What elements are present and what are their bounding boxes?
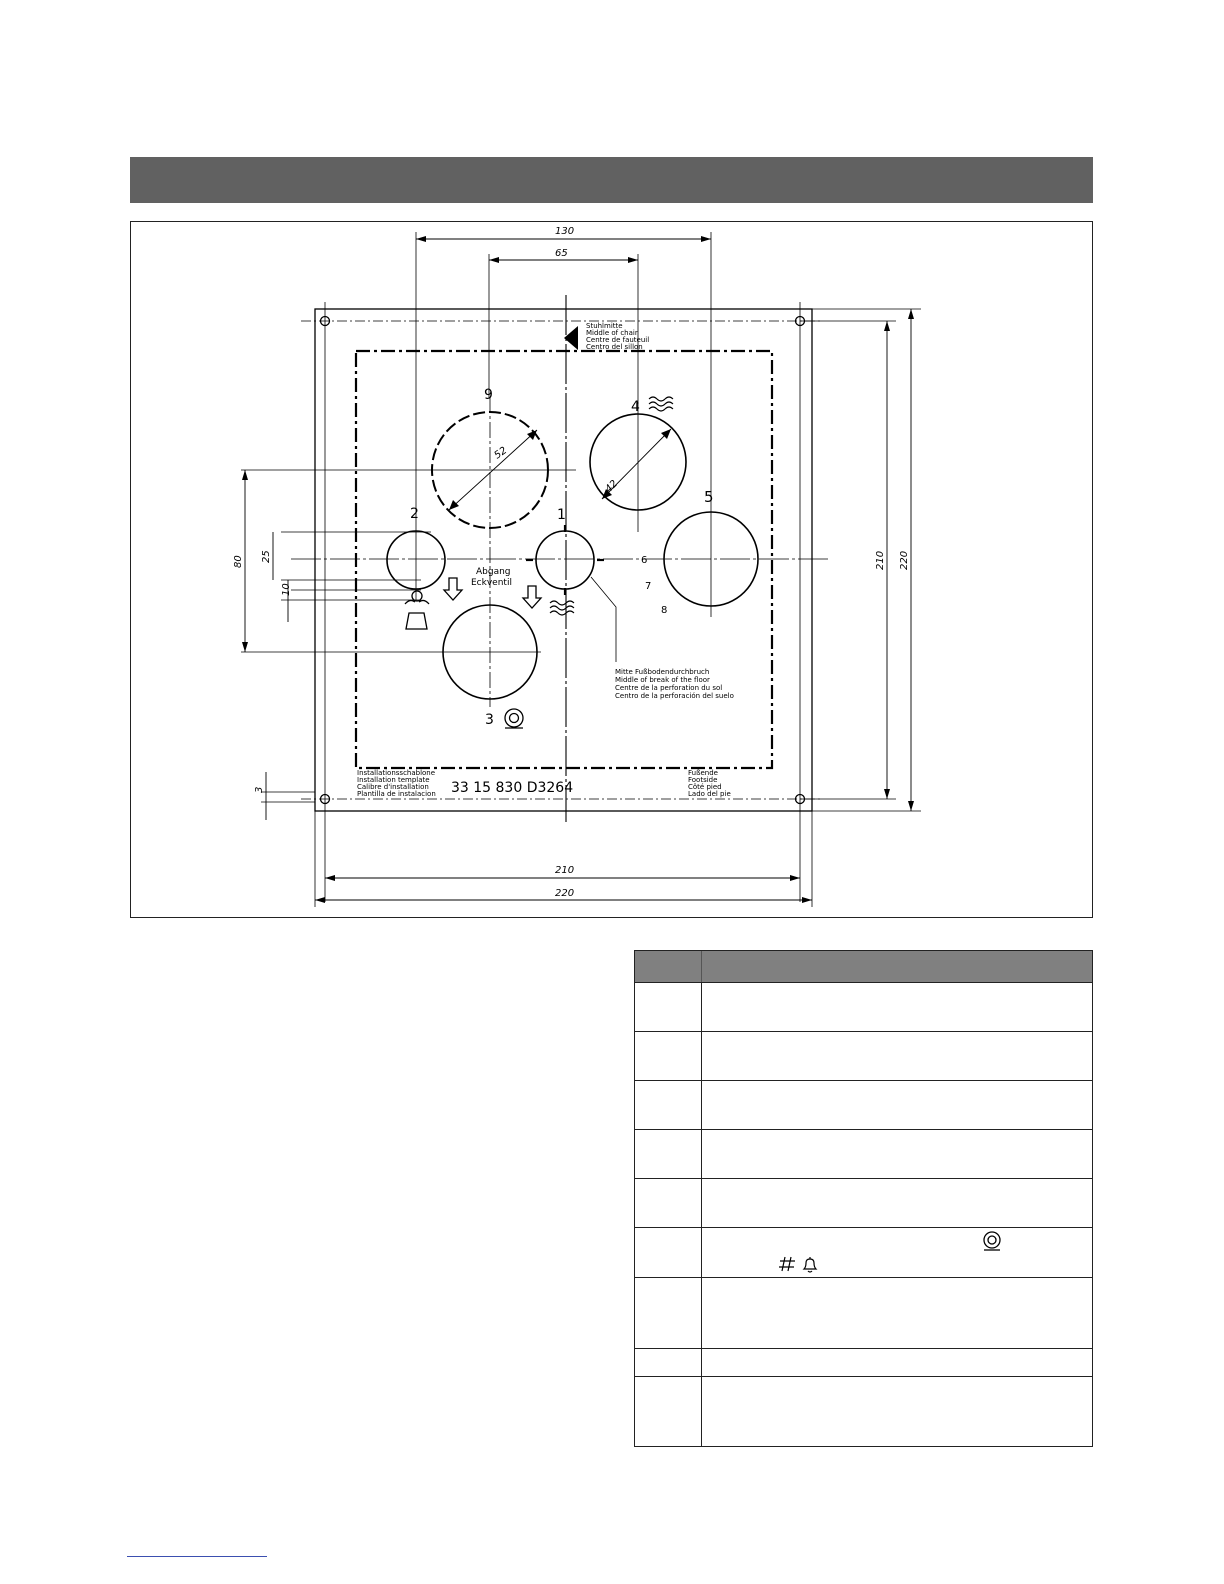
dim-bottom-outer: 220	[555, 888, 575, 899]
template-label: Plantilla de instalacion	[357, 790, 436, 798]
legend-row	[635, 1178, 1092, 1228]
hole-number-1: 1	[557, 507, 566, 523]
hole-number-8: 8	[661, 605, 668, 616]
chair-middle-label: Centro del sillon	[586, 343, 643, 351]
footer-rule	[127, 1556, 267, 1557]
foot-end-label: Footside	[688, 776, 718, 784]
down-arrow-icon	[523, 586, 541, 608]
dim-left-10: 10	[281, 583, 292, 596]
header-column-divider	[701, 951, 702, 982]
dim-left-80: 80	[233, 555, 244, 568]
legend-table-header	[635, 951, 1092, 982]
hole-1	[536, 531, 594, 589]
outlet-label: Eckventil	[471, 578, 512, 588]
bell-icon	[800, 1255, 820, 1273]
template-label: Calibre d'installation	[357, 783, 429, 791]
part-number: 33 15 830 D3264	[451, 780, 574, 796]
person-icon	[412, 591, 422, 601]
foot-end-label: Côté pied	[688, 783, 722, 791]
legend-row	[635, 1277, 1092, 1349]
floor-break-label: Mitte Fußbodendurchbruch	[615, 668, 710, 676]
template-label: Installationsschablone	[357, 769, 436, 777]
water-icon	[649, 397, 673, 411]
pump-icon	[980, 1230, 1004, 1252]
foot-end-label: Fußende	[688, 769, 718, 777]
floor-break-label: Centre de la perforation du sol	[615, 684, 723, 692]
foot-end-label: Lado del pie	[688, 790, 731, 798]
hole-number-4: 4	[631, 399, 640, 415]
template-inner-border	[356, 351, 772, 768]
dim-right-inner: 210	[875, 550, 886, 570]
legend-row	[635, 982, 1092, 1032]
legend-row	[635, 1376, 1092, 1447]
water-icon	[550, 601, 574, 615]
hole-number-3: 3	[485, 712, 494, 728]
installation-template-drawing	[131, 222, 1092, 917]
legend-row	[635, 1031, 1092, 1081]
dim-top-inner: 65	[555, 248, 568, 259]
hole-number-5: 5	[704, 488, 714, 506]
dim-diameter-42: 42	[603, 478, 621, 496]
legend-row	[635, 1080, 1092, 1130]
hash-icon	[778, 1255, 798, 1273]
chair-middle-label: Middle of chair	[586, 329, 638, 337]
hole-number-7: 7	[645, 581, 652, 592]
dim-right-outer: 220	[899, 550, 910, 570]
dim-top-outer: 130	[555, 226, 575, 237]
chair-middle-label: Centre de fauteuil	[586, 336, 650, 344]
dim-bottom-inner: 210	[555, 865, 575, 876]
hole-number-6: 6	[641, 555, 648, 566]
outlet-label: Abgang	[476, 567, 511, 577]
down-arrow-icon	[444, 578, 462, 600]
pump-icon	[505, 709, 523, 727]
installation-template-figure	[130, 221, 1093, 918]
floor-break-label: Middle of break of the floor	[615, 676, 710, 684]
hole-number-9: 9	[484, 387, 493, 403]
template-label: Installation template	[357, 776, 430, 784]
person-icon	[406, 613, 427, 629]
dim-left-25: 25	[261, 550, 272, 563]
section-header-bar	[130, 157, 1093, 203]
template-outer-border	[315, 309, 812, 811]
legend-row	[635, 1129, 1092, 1179]
floor-break-label: Centro de la perforación del suelo	[615, 692, 734, 700]
legend-row	[635, 1227, 1092, 1278]
dim-diameter-52: 52	[492, 445, 510, 462]
legend-row	[635, 1348, 1092, 1377]
dim-left-3: 3	[254, 786, 265, 793]
legend-table	[634, 950, 1093, 1447]
chair-middle-label: Stuhlmitte	[586, 322, 623, 330]
hole-number-2: 2	[410, 506, 419, 522]
